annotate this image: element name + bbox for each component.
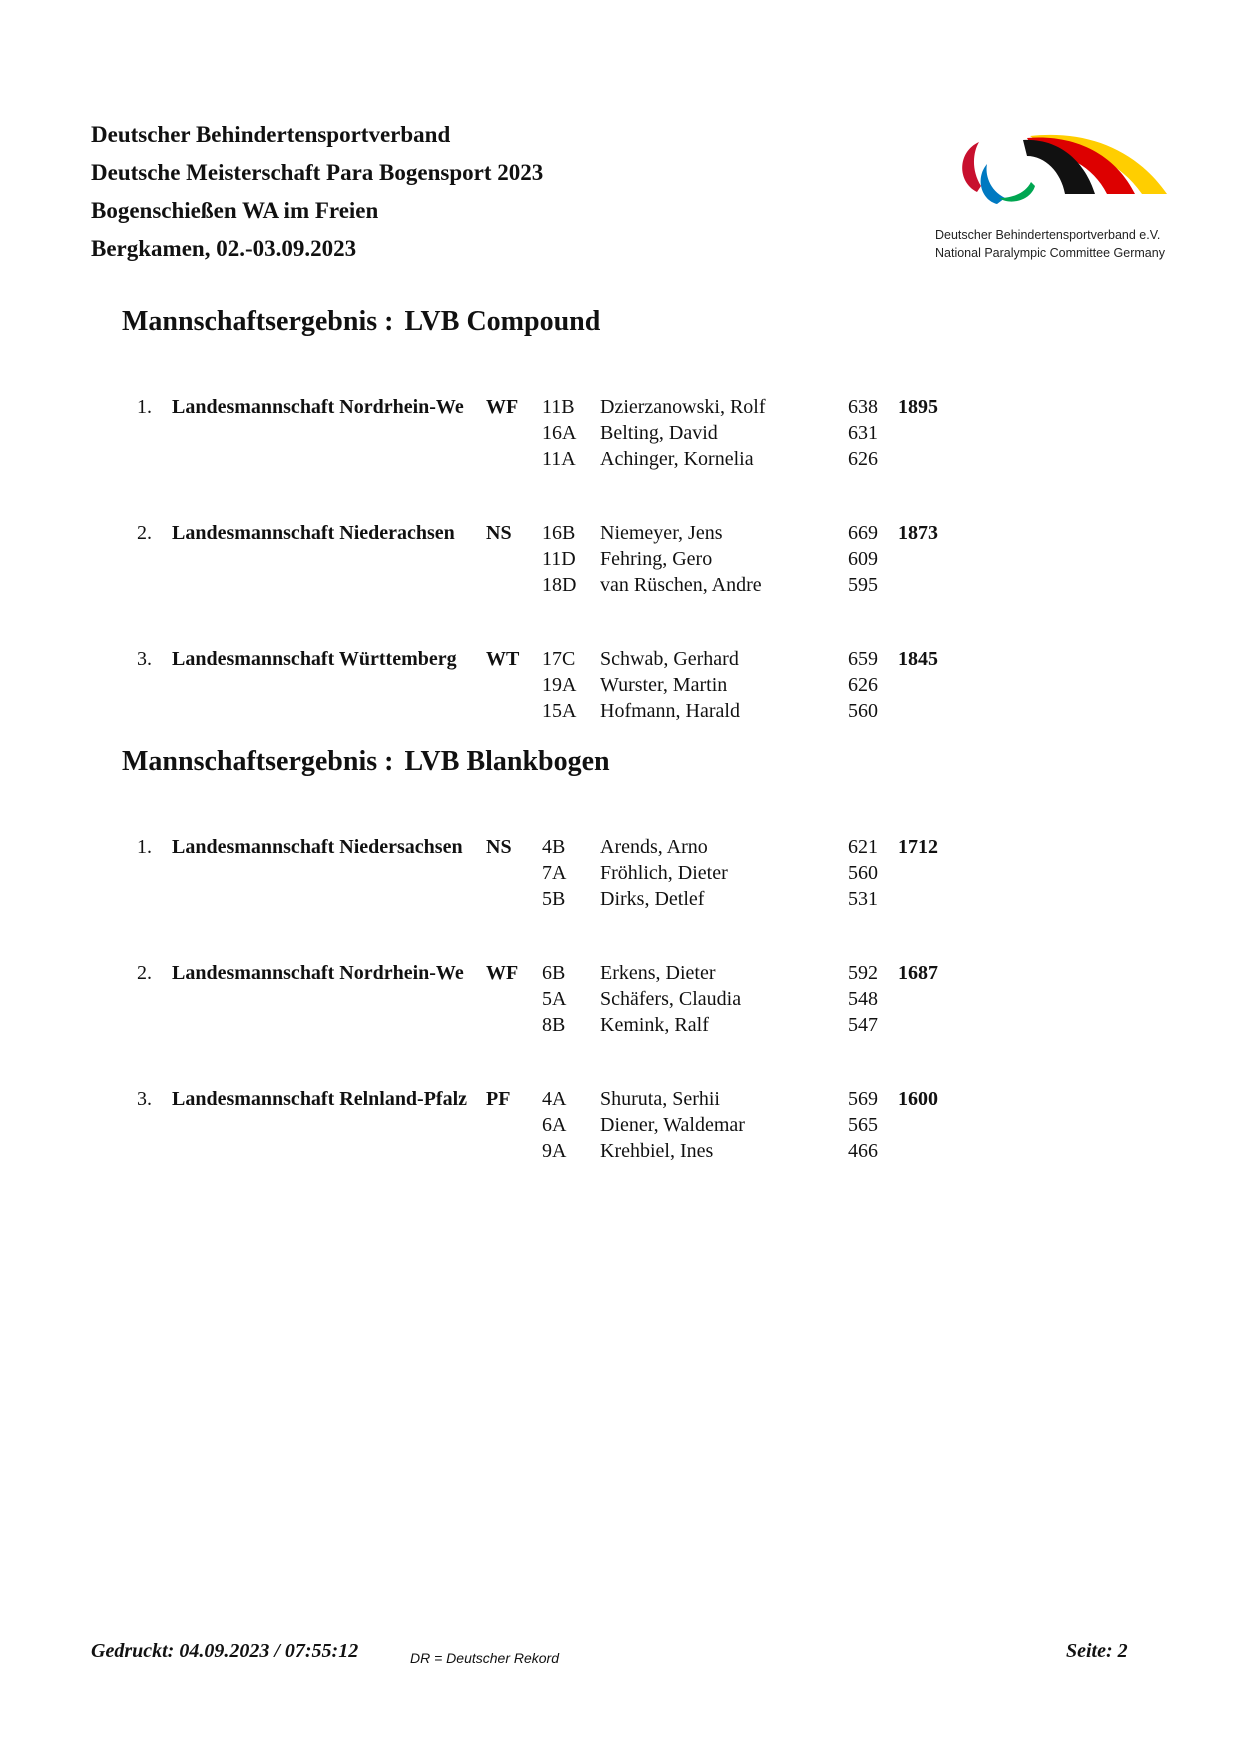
member-name: Kemink, Ralf	[600, 1014, 709, 1036]
member-name: Schwab, Gerhard	[600, 648, 739, 670]
member-row	[0, 648, 1240, 674]
dbs-logo	[935, 128, 1185, 268]
member-name: Fehring, Gero	[600, 548, 713, 570]
member-row	[0, 674, 1240, 700]
team-code: PF	[486, 1088, 511, 1110]
team-code: WT	[486, 648, 520, 670]
member-row	[0, 700, 1240, 726]
member-bib: 6A	[542, 1114, 567, 1136]
member-score: 565	[848, 1114, 878, 1136]
member-name: Krehbiel, Ines	[600, 1140, 714, 1162]
member-score: 531	[848, 888, 878, 910]
team-total: 1687	[898, 962, 938, 984]
member-bib: 11A	[542, 448, 576, 470]
team-name: Landesmannschaft Nordrhein-We	[172, 396, 464, 418]
member-bib: 8B	[542, 1014, 566, 1036]
member-name: Hofmann, Harald	[600, 700, 740, 722]
team-total: 1873	[898, 522, 938, 544]
section-label: Mannschaftsergebnis :	[122, 746, 394, 777]
team-name: Landesmannschaft Württemberg	[172, 648, 457, 670]
member-row	[0, 574, 1240, 600]
member-bib: 6B	[542, 962, 566, 984]
member-name: Dzierzanowski, Rolf	[600, 396, 766, 418]
member-bib: 4B	[542, 836, 566, 858]
member-score: 548	[848, 988, 878, 1010]
member-name: Schäfers, Claudia	[600, 988, 742, 1010]
team-total: 1895	[898, 396, 938, 418]
member-bib: 4A	[542, 1088, 567, 1110]
section-category: LVB Compound	[404, 306, 601, 337]
member-bib: 16B	[542, 522, 576, 544]
section-category: LVB Blankbogen	[404, 746, 610, 777]
team-row	[0, 962, 1240, 1052]
member-score: 638	[848, 396, 878, 418]
team-row	[0, 836, 1240, 926]
member-name: Shuruta, Serhii	[600, 1088, 720, 1110]
section-title	[122, 306, 600, 338]
member-bib: 15A	[542, 700, 577, 722]
print-timestamp: Gedruckt: 04.09.2023 / 07:55:12	[91, 1640, 359, 1662]
member-name: Achinger, Kornelia	[600, 448, 754, 470]
team-name: Landesmannschaft Niederachsen	[172, 522, 455, 544]
team-code: WF	[486, 396, 519, 418]
logo-line-1: Deutscher Behindertensportverband e.V.	[935, 228, 1161, 242]
member-bib: 16A	[542, 422, 577, 444]
member-bib: 19A	[542, 674, 577, 696]
document-header	[91, 116, 543, 268]
member-name: Erkens, Dieter	[600, 962, 716, 984]
member-row	[0, 1014, 1240, 1040]
section-title	[122, 746, 610, 778]
team-rank: 3.	[137, 648, 152, 670]
member-bib: 11B	[542, 396, 575, 418]
member-score: 466	[848, 1140, 878, 1162]
member-row	[0, 1088, 1240, 1114]
member-row	[0, 548, 1240, 574]
team-total: 1600	[898, 1088, 938, 1110]
championship-title: Deutsche Meisterschaft Para Bogensport 2023	[91, 160, 544, 185]
team-code: NS	[486, 836, 512, 858]
member-name: Wurster, Martin	[600, 674, 728, 696]
team-name: Landesmannschaft Nordrhein-We	[172, 962, 464, 984]
member-score: 626	[848, 448, 878, 470]
team-name: Landesmannschaft Relnland-Pfalz	[172, 1088, 468, 1110]
team-rank: 1.	[137, 396, 152, 418]
member-score: 592	[848, 962, 878, 984]
member-score: 560	[848, 862, 878, 884]
page-number: Seite: 2	[1066, 1640, 1128, 1662]
organization-name: Deutscher Behindertensportverband	[91, 122, 451, 147]
member-bib: 11D	[542, 548, 576, 570]
logo-line-2: National Paralympic Committee Germany	[935, 246, 1165, 260]
team-total: 1845	[898, 648, 938, 670]
team-name: Landesmannschaft Niedersachsen	[172, 836, 463, 858]
team-rank: 2.	[137, 522, 152, 544]
member-score: 595	[848, 574, 878, 596]
team-rank: 2.	[137, 962, 152, 984]
member-row	[0, 522, 1240, 548]
discipline-title: Bogenschießen WA im Freien	[91, 198, 379, 223]
member-score: 569	[848, 1088, 878, 1110]
record-legend: DR = Deutscher Rekord	[410, 1650, 560, 1666]
member-name: Fröhlich, Dieter	[600, 862, 728, 884]
member-bib: 17C	[542, 648, 576, 670]
member-row	[0, 962, 1240, 988]
member-score: 621	[848, 836, 878, 858]
team-code: WF	[486, 962, 519, 984]
member-name: Niemeyer, Jens	[600, 522, 723, 544]
member-bib: 7A	[542, 862, 567, 884]
venue-date: Bergkamen, 02.-03.09.2023	[91, 236, 357, 261]
team-row	[0, 396, 1240, 486]
member-row	[0, 396, 1240, 422]
paralympic-agitos-icon	[935, 128, 1185, 228]
member-row	[0, 888, 1240, 914]
team-row	[0, 1088, 1240, 1178]
member-bib: 5A	[542, 988, 567, 1010]
member-row	[0, 862, 1240, 888]
member-bib: 5B	[542, 888, 566, 910]
member-name: Belting, David	[600, 422, 718, 444]
team-total: 1712	[898, 836, 938, 858]
member-row	[0, 1140, 1240, 1166]
member-row	[0, 836, 1240, 862]
member-score: 659	[848, 648, 878, 670]
member-name: van Rüschen, Andre	[600, 574, 762, 596]
member-row	[0, 448, 1240, 474]
member-bib: 18D	[542, 574, 577, 596]
team-row	[0, 522, 1240, 612]
member-row	[0, 422, 1240, 448]
section-label: Mannschaftsergebnis :	[122, 306, 394, 337]
team-rank: 1.	[137, 836, 152, 858]
member-score: 626	[848, 674, 878, 696]
member-bib: 9A	[542, 1140, 567, 1162]
member-name: Arends, Arno	[600, 836, 708, 858]
member-score: 609	[848, 548, 878, 570]
member-row	[0, 988, 1240, 1014]
team-rank: 3.	[137, 1088, 152, 1110]
member-score: 631	[848, 422, 878, 444]
member-score: 669	[848, 522, 878, 544]
team-row	[0, 648, 1240, 738]
member-name: Dirks, Detlef	[600, 888, 705, 910]
member-score: 560	[848, 700, 878, 722]
member-score: 547	[848, 1014, 878, 1036]
member-row	[0, 1114, 1240, 1140]
team-code: NS	[486, 522, 512, 544]
member-name: Diener, Waldemar	[600, 1114, 745, 1136]
